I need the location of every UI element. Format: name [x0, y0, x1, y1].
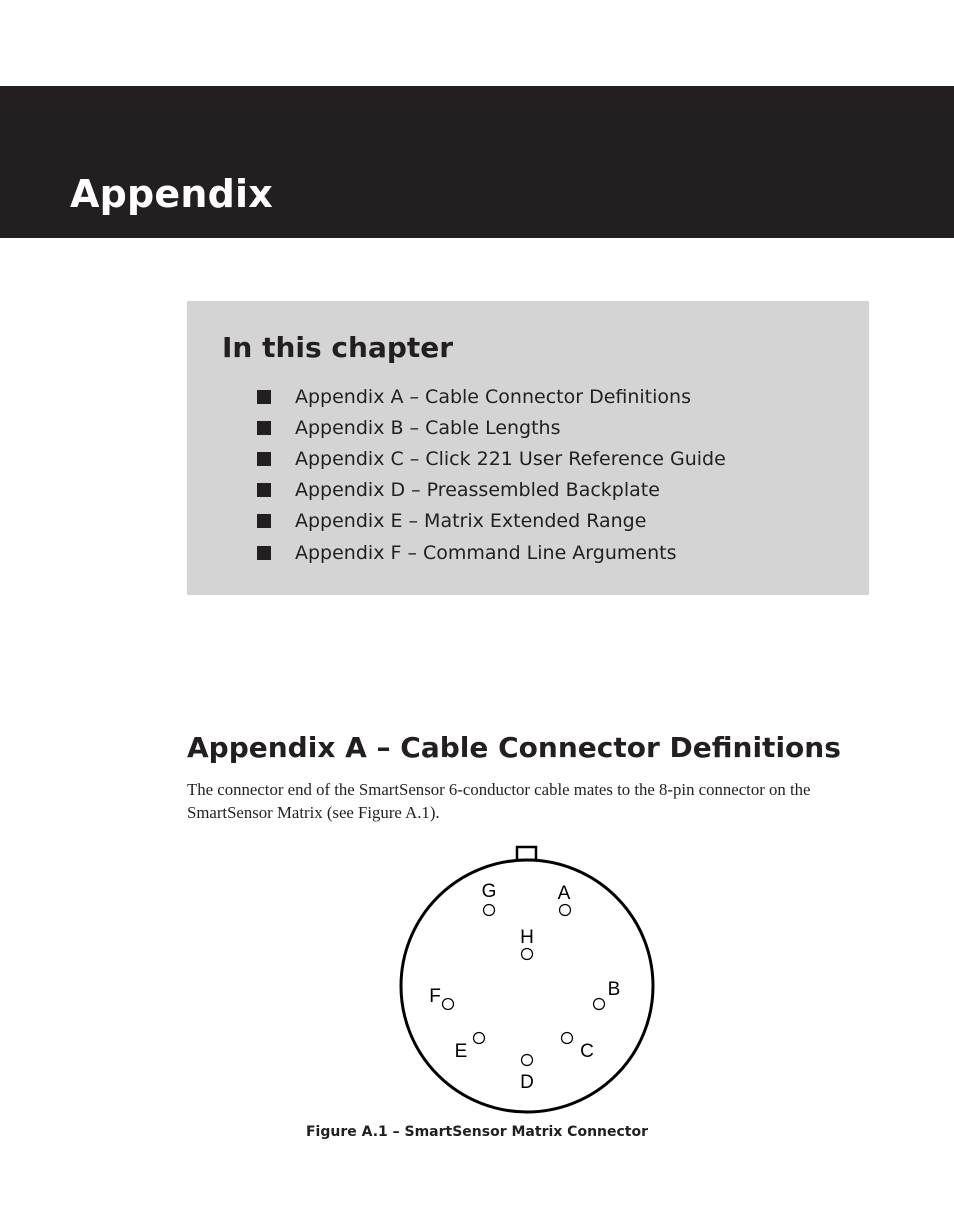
square-bullet-icon: [257, 421, 271, 435]
pin-h-label: H: [520, 927, 534, 948]
pin-c-label: C: [580, 1041, 594, 1062]
chapter-heading: In this chapter: [222, 331, 454, 364]
list-item: [257, 443, 726, 474]
chapter-contents-box: [187, 301, 869, 595]
pin-a-label: A: [557, 883, 571, 904]
pin-g-hole: [484, 905, 495, 916]
page-title: Appendix: [70, 172, 273, 216]
square-bullet-icon: [257, 514, 271, 528]
section-body-text: The connector end of the SmartSensor 6-conductor cable mates to the 8-pin connector on the SmartSensor Matrix (see Figure A.1).: [187, 780, 811, 822]
list-item-label: Appendix B – Cable Lengths: [295, 416, 561, 439]
list-item: [257, 412, 726, 443]
list-item-label: Appendix E – Matrix Extended Range: [295, 510, 647, 533]
pin-c-hole: [562, 1033, 573, 1044]
pin-f-hole: [443, 999, 454, 1010]
section-heading: Appendix A – Cable Connector Definitions: [187, 731, 841, 764]
chapter-contents-list: [257, 381, 726, 568]
pin-b-label: B: [607, 979, 621, 1000]
pin-d-hole: [522, 1055, 533, 1066]
pin-d-label: D: [520, 1072, 534, 1093]
list-item: [257, 475, 726, 506]
pin-a-hole: [560, 905, 571, 916]
list-item-label: Appendix A – Cable Connector Definitions: [295, 385, 691, 408]
list-item-label: Appendix F – Command Line Arguments: [295, 541, 677, 564]
square-bullet-icon: [257, 390, 271, 404]
square-bullet-icon: [257, 452, 271, 466]
list-item: [257, 506, 726, 537]
square-bullet-icon: [257, 546, 271, 560]
pin-e-label: E: [454, 1041, 468, 1062]
pin-g-label: G: [481, 881, 497, 902]
list-item-label: Appendix C – Click 221 User Reference Guide: [295, 447, 726, 470]
connector-diagram: [390, 840, 670, 1120]
figure-caption: Figure A.1 – SmartSensor Matrix Connector: [305, 1124, 649, 1140]
square-bullet-icon: [257, 483, 271, 497]
list-item-label: Appendix D – Preassembled Backplate: [295, 479, 660, 502]
connector-key-tab: [517, 847, 536, 860]
list-item: [257, 381, 726, 412]
pin-b-hole: [594, 999, 605, 1010]
list-item: [257, 537, 726, 568]
pin-h-hole: [522, 949, 533, 960]
pin-e-hole: [474, 1033, 485, 1044]
pin-f-label: F: [429, 986, 441, 1007]
